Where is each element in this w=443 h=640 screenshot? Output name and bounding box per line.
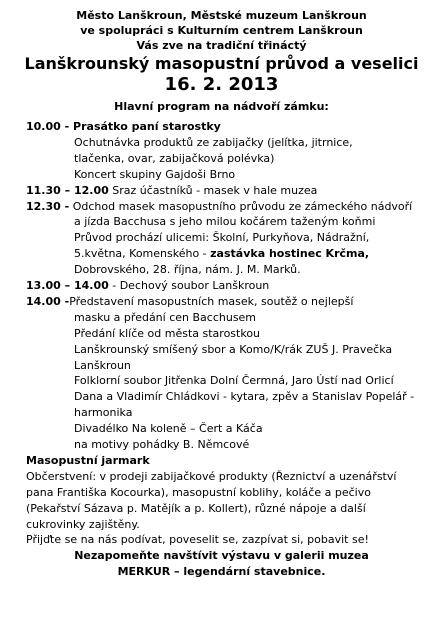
program-text: Prasátko paní starostky [69, 120, 221, 133]
program-row [74, 406, 132, 419]
jarmark-line: cukrovinky zajištěny. [26, 517, 140, 531]
program-row [74, 422, 263, 435]
program-row [74, 390, 414, 403]
jarmark-line: Občerstvení: v prodeji zabijačkové produkty (Řeznictví a uzenářství [26, 469, 397, 483]
program-time: 11.30 – 12.00 [26, 183, 109, 197]
program-detail: 5.května, Komenského - [74, 247, 211, 261]
program-row [26, 184, 317, 197]
jarmark-heading: Masopustní jarmark [26, 453, 150, 467]
program-row [26, 200, 412, 213]
program-text: Představení masopustních masek, soutěž o nejlepší [69, 294, 354, 308]
program-detail: harmonika [74, 406, 133, 420]
program-detail-bold: zastávka hostinec Krčma, [210, 247, 370, 261]
program-row [74, 438, 249, 451]
invite-line: Vás zve na tradiční třináctý [136, 39, 307, 52]
program-detail: Dobrovského, 28. října, nám. J. M. Marků. [74, 263, 301, 277]
program-detail: na motivy pohádky B. Němcové [74, 438, 250, 451]
program-row [26, 295, 353, 308]
program-text: - Dechový soubor Lanškroun [108, 279, 270, 292]
program-detail: Průvod prochází ulicemi: Školní, Purkyňova, Nádražní, [74, 231, 370, 245]
program-row [74, 231, 369, 244]
program-detail: masku a předání cen Bacchusem [74, 310, 257, 324]
program-row [26, 120, 221, 133]
program-row [74, 247, 369, 260]
program-detail: Koncert skupiny Gajdoši Brno [74, 167, 236, 181]
program-row [74, 374, 394, 387]
program-row [74, 136, 353, 149]
program-detail: tlačenka, ovar, zabijačková polévka) [74, 151, 275, 165]
program-row [74, 152, 274, 165]
organizer-line: Město Lanškroun, Městské muzeum Lanškroun [76, 9, 367, 22]
program-row [74, 215, 375, 228]
program-row [74, 168, 235, 181]
program-text: Odchod masek masopustního průvodu ze zámeckého nádvoří [69, 199, 413, 213]
cooperation-line: ve spolupráci s Kulturním centrem Lanškroun [80, 24, 363, 37]
program-row [74, 327, 260, 340]
jarmark-line: (Pekařství Sázava p. Matějík a p. Kollert), různé nápoje a další [26, 501, 366, 515]
program-row [74, 359, 131, 372]
event-title: Lanškrounský masopustní průvod a veselici [24, 54, 419, 73]
footer-line1: Nezapomeňte navštívit výstavu v galerii muzea [74, 549, 369, 563]
event-date: 16. 2. 2013 [164, 74, 279, 95]
program-text: Sraz účastníků - masek v hale muzea [108, 183, 318, 197]
footer-line2: MERKUR – legendární stavebnice. [117, 565, 326, 579]
program-detail: Lanškrounský smíšený sbor a Komo/K/rák ZUŠ J. Pravečka [74, 342, 393, 356]
program-detail: Předání klíče od města starostkou [74, 326, 261, 340]
program-detail: Dana a Vladimír Chládkovi - kytara, zpěv a Stanislav Popelář - [74, 390, 415, 404]
program-detail: Divadélko Na koleně – Čert a Káča [74, 422, 263, 436]
program-detail: Ochutnávka produktů ze zabijačky (jelítka, jitrnice, [74, 135, 353, 149]
jarmark-line: pana Františka Kocourka), masopustní koblihy, koláče a pečivo [26, 485, 371, 499]
program-row [74, 343, 392, 356]
program-heading: Hlavní program na nádvoří zámku: [114, 100, 329, 113]
program-detail: a jízda Bacchusa s jeho milou kočárem taženým koňmi [74, 215, 376, 229]
jarmark-line: Přijďte se na nás podívat, poveselit se, zazpívat si, pobavit se! [26, 533, 369, 547]
program-detail: Lanškroun [74, 358, 131, 372]
program-row [74, 263, 301, 276]
program-time: 14.00 - [26, 294, 70, 308]
program-time: 12.30 - [26, 199, 70, 213]
program-time: 13.00 – 14.00 [26, 279, 109, 292]
program-row [26, 279, 269, 292]
program-detail: Folklorní soubor Jitřenka Dolní Čermná, Jaro Ústí nad Orlicí [74, 374, 394, 388]
program-row [74, 311, 256, 324]
program-time: 10.00 - [26, 120, 70, 133]
